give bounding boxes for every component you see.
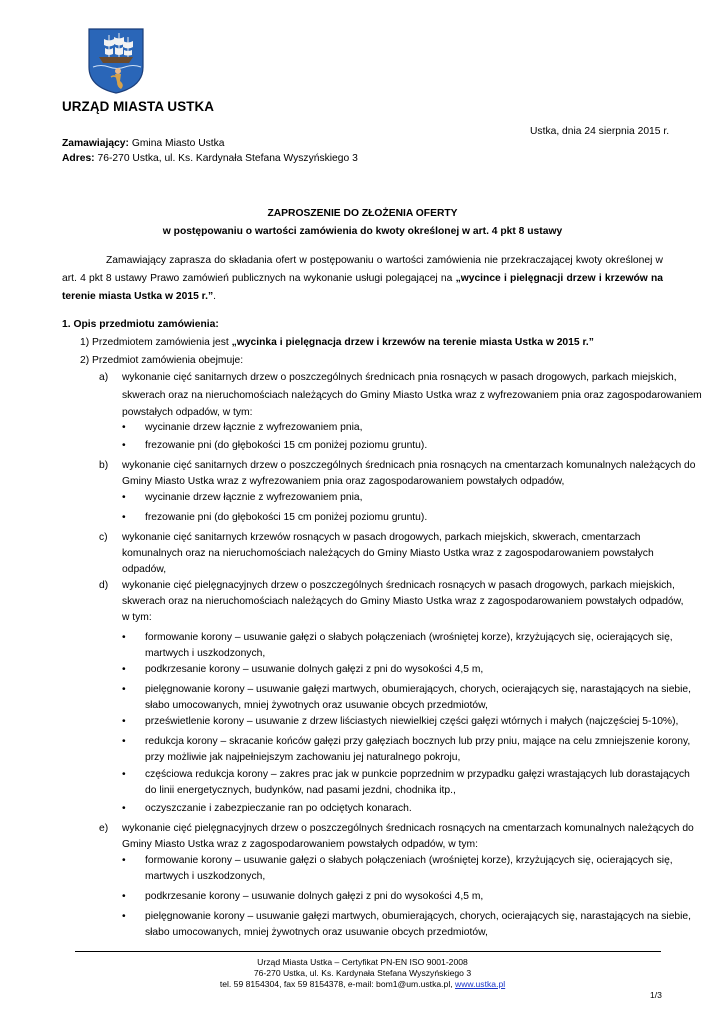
c-line: komunalnych oraz na nieruchomościach należących do Gminy Miasto Ustka wraz z zagospodarowaniem powstałych xyxy=(122,548,654,559)
d-bullet: martwych i uszkodzonych, xyxy=(145,648,266,659)
d-bullet: oczyszczanie i zabezpieczanie ran po odciętych konarach. xyxy=(145,803,412,814)
e-bullet: formowanie korony – usuwanie gałęzi o słabych połączeniach (wrośniętej korze), krzyżujących się, ocierających się, xyxy=(145,855,673,866)
document-date: Ustka, dnia 24 sierpnia 2015 r. xyxy=(530,126,670,137)
a-line: powstałych odpadów, w tym: xyxy=(122,407,253,418)
document-title: ZAPROSZENIE DO ZŁOŻENIA OFERTY xyxy=(267,208,458,219)
d-line: wykonanie cięć pielęgnacyjnych drzew o poszczególnych średnicach rosnących w pasach drogowych, parkach miejskich, xyxy=(122,580,675,591)
bullet-icon: • xyxy=(122,769,126,780)
bullet-icon: • xyxy=(122,716,126,727)
d-bullet: redukcja korony – skracanie końców gałęzi przy gałęziach bocznych lub przy pniu, mające na celu zmniejszenie korony, xyxy=(145,736,691,747)
marker-c: c) xyxy=(99,532,108,543)
buyer-label: Zamawiający: xyxy=(62,138,129,149)
bullet-icon: • xyxy=(122,512,126,523)
e-bullet: martwych i uszkodzonych, xyxy=(145,871,266,882)
address-value: 76-270 Ustka, ul. Ks. Kardynała Stefana Wyszyńskiego 3 xyxy=(94,153,358,164)
website-link[interactable]: www.ustka.pl xyxy=(455,979,506,989)
b-bullet: frezowanie pni (do głębokości 15 cm poniżej poziomu gruntu). xyxy=(145,512,428,523)
b-line: wykonanie cięć sanitarnych drzew o poszczególnych średnicach pnia rosnących na cmentarzach komunalnych należących do xyxy=(122,460,696,471)
c-line: wykonanie cięć sanitarnych krzewów rosnących w pasach drogowych, parkach miejskich, skwerach, cmentarzach xyxy=(122,532,641,543)
d-line: w tym: xyxy=(122,612,152,623)
d-bullet: do linii energetycznych, budynków, nad pasami jezdni, chodnika itp., xyxy=(145,785,456,796)
b-line: Gminy Miasto Ustka wraz z wyfrezowaniem pnia oraz zagospodarowaniem powstałych odpadów, xyxy=(122,476,565,487)
item-1-prefix: 1) Przedmiotem zamówienia jest xyxy=(80,337,232,348)
section-heading: 1. Opis przedmiotu zamówienia: xyxy=(62,319,219,330)
city-crest-logo xyxy=(87,27,145,95)
bullet-icon: • xyxy=(122,664,126,675)
buyer-value: Gmina Miasto Ustka xyxy=(128,138,225,149)
marker-b: b) xyxy=(99,460,109,471)
bullet-icon: • xyxy=(122,684,126,695)
bullet-icon: • xyxy=(122,736,126,747)
bullet-icon: • xyxy=(122,803,126,814)
a-bullet: frezowanie pni (do głębokości 15 cm poniżej poziomu gruntu). xyxy=(145,440,428,451)
e-line: Gminy Miasto Ustka wraz z zagospodarowaniem powstałych odpadów, w tym: xyxy=(122,839,478,850)
a-bullet: wycinanie drzew łącznie z wyfrezowaniem pnia, xyxy=(145,422,363,433)
c-line: odpadów, xyxy=(122,564,167,575)
item-1 xyxy=(80,334,594,352)
bullet-icon: • xyxy=(122,891,126,902)
marker-a: a) xyxy=(99,372,109,383)
e-line: wykonanie cięć pielęgnacyjnych drzew o poszczególnych średnicach rosnących na cmentarzach komunalnych należących do xyxy=(122,823,694,834)
bullet-icon: • xyxy=(122,911,126,922)
address-label: Adres: xyxy=(62,153,95,164)
bullet-icon: • xyxy=(122,855,126,866)
d-bullet: podkrzesanie korony – usuwanie dolnych gałęzi z pni do wysokości 4,5 m, xyxy=(145,664,484,675)
footer-line: Urząd Miasta Ustka – Certyfikat PN-EN ISO 9001-2008 xyxy=(257,957,468,967)
d-bullet: częściowa redukcja korony – zakres prac jak w punkcie poprzednim w przypadku gałęzi wrastających lub dorastających xyxy=(145,769,690,780)
address-line xyxy=(62,150,358,168)
intro-bold: „wycince i pielęgnacji drzew i krzewów na terenie miasta Ustka w 2015 r.” xyxy=(62,273,664,302)
marker-d: d) xyxy=(99,580,109,591)
d-line: skwerach oraz na nieruchomościach należących do Gminy Miasto Ustka wraz z zagospodarowaniem powstałych odpadów, xyxy=(122,596,684,607)
e-bullet: słabo umocowanych, mniej żywotnych oraz usuwanie obcych przedmiotów, xyxy=(145,927,488,938)
b-bullet: wycinanie drzew łącznie z wyfrezowaniem pnia, xyxy=(145,492,363,503)
d-bullet: słabo umocowanych, mniej żywotnych oraz usuwanie obcych przedmiotów, xyxy=(145,700,488,711)
footer-contact-text: tel. 59 8154304, fax 59 8154378, e-mail: bom1@um.ustka.pl, xyxy=(219,979,455,989)
item-1-bold: „wycinka i pielęgnacja drzew i krzewów na terenie miasta Ustka w 2015 r.” xyxy=(231,337,594,348)
bullet-icon: • xyxy=(122,422,126,433)
a-line: skwerach oraz na nieruchomościach należących do Gminy Miasto Ustka wraz z wyfrezowaniem pnia oraz zagospodarowaniem xyxy=(122,390,702,401)
a-line: wykonanie cięć sanitarnych drzew o poszczególnych średnicach pnia rosnących w pasach drogowych, parkach miejskich, xyxy=(122,372,677,383)
item-2: 2) Przedmiot zamówienia obejmuje: xyxy=(80,355,244,366)
footer-line: 76-270 Ustka, ul. Ks. Kardynała Stefana Wyszyńskiego 3 xyxy=(253,968,472,978)
bullet-icon: • xyxy=(122,632,126,643)
footer-contact xyxy=(0,979,725,990)
office-name: URZĄD MIASTA USTKA xyxy=(62,99,215,114)
bullet-icon: • xyxy=(122,440,126,451)
bullet-icon: • xyxy=(122,492,126,503)
footer-divider xyxy=(75,951,661,952)
e-bullet: podkrzesanie korony – usuwanie dolnych gałęzi z pni do wysokości 4,5 m, xyxy=(145,891,484,902)
intro-tail: . xyxy=(213,291,216,302)
d-bullet: prześwietlenie korony – usuwanie z drzew liściastych niewielkiej części gałęzi wtórnych i małych (najczęściej 5-10%), xyxy=(145,716,679,727)
document-subtitle: w postępowaniu o wartości zamówienia do kwoty określonej w art. 4 pkt 8 ustawy xyxy=(162,226,563,237)
intro-paragraph xyxy=(62,252,663,306)
d-bullet: pielęgnowanie korony – usuwanie gałęzi martwych, obumierających, chorych, ocierających się, narastających na siebie, xyxy=(145,684,692,695)
page-number: 1/3 xyxy=(650,990,662,1000)
d-bullet: formowanie korony – usuwanie gałęzi o słabych połączeniach (wrośniętej korze), krzyżujących się, ocierających się, xyxy=(145,632,673,643)
marker-e: e) xyxy=(99,823,109,834)
d-bullet: przy możliwie jak najpełniejszym zachowaniu jej naturalnego pokroju, xyxy=(145,752,461,763)
intro-text: Zamawiający zaprasza do składania ofert w postępowaniu o wartości zamówienia nie przekraczającej kwoty określonej w art. 4 pkt 8 ustawy Prawo zamówień publicznych na wykonanie usługi polegającej na xyxy=(62,255,663,284)
e-bullet: pielęgnowanie korony – usuwanie gałęzi martwych, obumierających, chorych, ocierających się, narastających na siebie, xyxy=(145,911,692,922)
